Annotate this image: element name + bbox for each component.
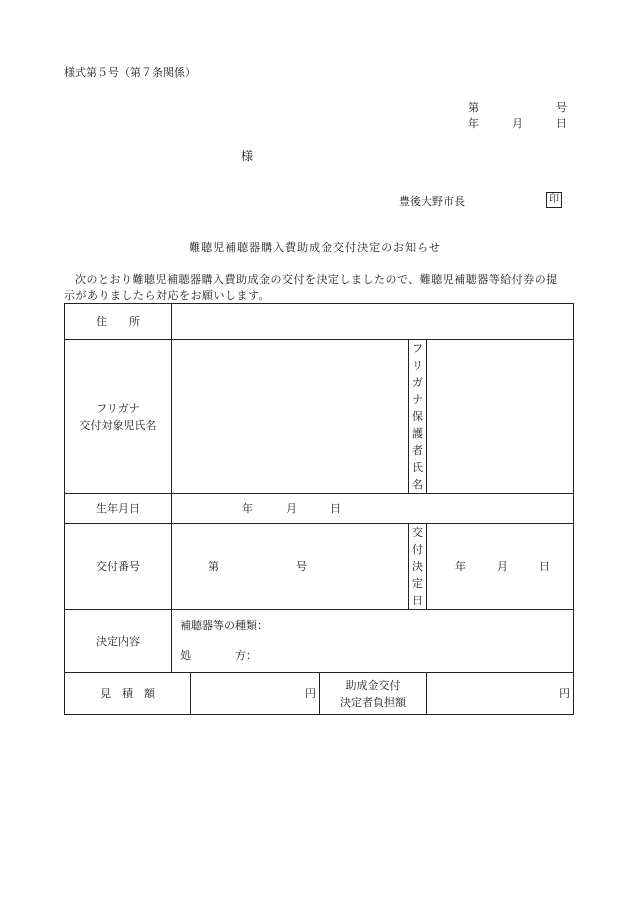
form-label: 様式第５号（第７条関係） [64,66,196,79]
decision-content-field[interactable] [172,610,574,673]
decision-form-table [64,303,574,715]
number-prefix: 第 [468,101,479,114]
grant-number-field[interactable] [172,524,409,610]
decision-day: 日 [539,560,550,573]
decision-date-label: 交付決定日 [409,524,427,610]
address-row [65,304,574,340]
child-name-text: 交付対象児氏名 [79,418,157,432]
estimate-amount-label: 見 積 額 [65,673,191,715]
subsidy-yen: 円 [559,687,571,700]
decision-date-field[interactable] [427,524,574,610]
addressee-suffix: 様 [241,149,254,163]
address-label: 住 所 [65,304,172,340]
child-name-label [65,340,172,494]
number-row [65,524,574,610]
birth-date-label: 生年月日 [65,494,172,524]
decision-row [65,610,574,673]
amount-row [65,673,574,715]
child-name-field[interactable] [172,340,409,494]
estimate-amount-field[interactable] [191,673,320,715]
guardian-name-label [409,340,427,494]
birth-day: 日 [330,502,341,515]
guardian-name-kana: フリガナ [412,342,423,406]
date-year: 年 [468,117,479,130]
subsidy-label-line2: 決定者負担額 [340,695,406,709]
number-suffix: 号 [556,101,567,114]
birth-row [65,494,574,524]
subsidy-label-line1: 助成金交付 [345,678,401,692]
name-row [65,340,574,494]
birth-year: 年 [242,502,253,515]
body-text: 次のとおり難聴児補聴器購入費助成金の交付を決定しましたので、難聴児補聴器等給付券の提示がありましたら対応をお願いします。 [64,273,558,302]
grant-number-label: 交付番号 [65,524,172,610]
guardian-name-text: 保護者氏名 [412,410,423,491]
decision-year: 年 [455,560,466,573]
guardian-name-field[interactable] [427,340,574,494]
estimate-yen: 円 [305,687,316,700]
date-day: 日 [556,117,567,130]
issuer-name: 豊後大野市長 [399,195,465,208]
decision-content-label: 決定内容 [65,610,172,673]
grant-number-suffix: 号 [296,560,307,573]
subsidy-burden-label [320,673,427,715]
birth-date-field[interactable] [172,494,574,524]
birth-month: 月 [286,502,297,515]
seal-box: 印 [546,192,562,208]
date-month: 月 [512,117,523,130]
document-title: 難聴児補聴器購入費助成金交付決定のお知らせ [189,241,441,254]
prescription-label: 処 方： [180,649,257,662]
decision-month: 月 [497,560,508,573]
address-field[interactable] [172,304,574,340]
subsidy-burden-field[interactable] [427,673,574,715]
device-type-label: 補聴器等の種類： [180,619,268,632]
grant-number-prefix: 第 [208,560,219,573]
child-name-kana: フリガナ [96,401,140,415]
